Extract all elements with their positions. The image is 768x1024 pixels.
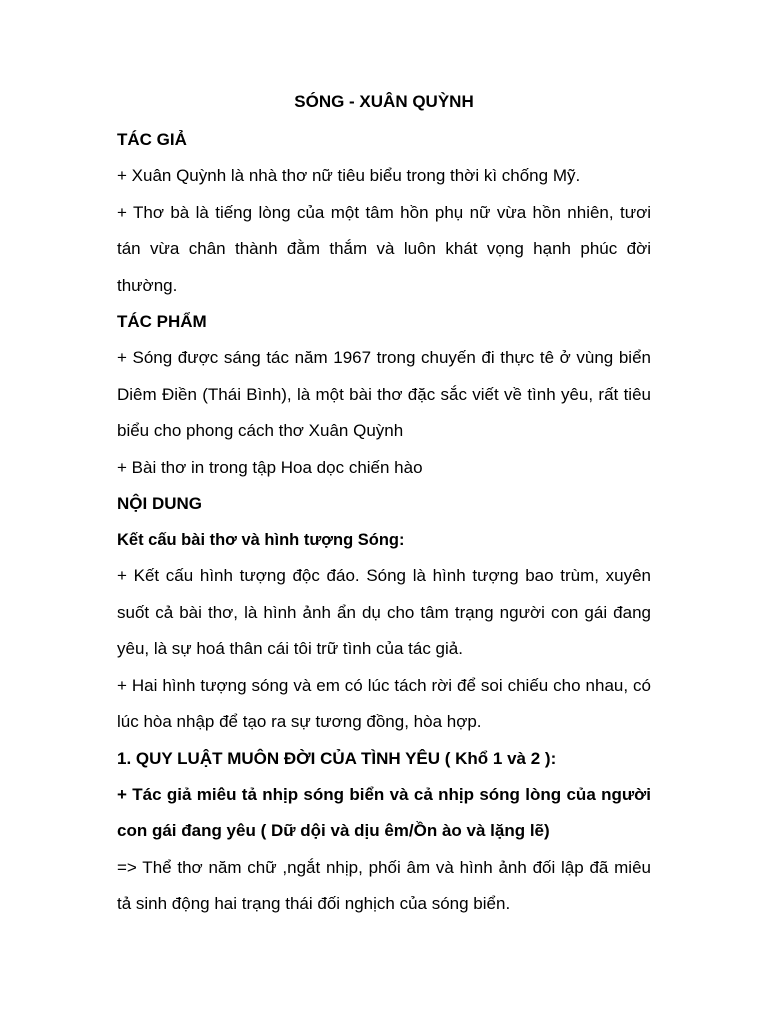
paragraph-tac-gia-2: + Thơ bà là tiếng lòng của một tâm hồn phụ nữ vừa hồn nhiên, tươi tán vừa chân thành đằm thắm và luôn khát vọng hạnh phúc đời thường.	[117, 202, 651, 295]
paragraph-tac-pham-1: + Sóng được sáng tác năm 1967 trong chuyến đi thực tê ở vùng biển Diêm Điền (Thái Bình), là một bài thơ đặc sắc viết về tình yêu, rất tiêu biểu cho phong cách thơ Xuân Quỳnh	[117, 348, 651, 440]
heading-tac-gia: TÁC GIẢ	[117, 130, 187, 149]
subheading-ket-cau: Kết cấu bài thơ và hình tượng Sóng:	[117, 531, 405, 549]
paragraph-noi-dung-2: + Hai hình tượng sóng và em có lúc tách rời để soi chiếu cho nhau, có lúc hòa nhập để tạo ra sự tương đồng, hòa hợp.	[117, 675, 651, 731]
heading-noi-dung: NỘI DUNG	[117, 494, 202, 513]
paragraph-quy-luat-2: => Thể thơ năm chữ ,ngắt nhịp, phối âm và hình ảnh đối lập đã miêu tả sinh động hai trạng thái đối nghịch của sóng biển.	[117, 857, 651, 913]
paragraph-quy-luat-1: + Tác giả miêu tả nhịp sóng biển và cả nhịp sóng lòng của người con gái đang yêu ( Dữ dội và dịu êm/Ồn ào và lặng lẽ)	[117, 784, 651, 840]
heading-tac-pham: TÁC PHẨM	[117, 312, 207, 331]
document-title: SÓNG - XUÂN QUỲNH	[294, 92, 474, 111]
paragraph-tac-gia-1: + Xuân Quỳnh là nhà thơ nữ tiêu biểu trong thời kì chống Mỹ.	[117, 166, 581, 185]
paragraph-tac-pham-2: + Bài thơ in trong tập Hoa dọc chiến hào	[117, 457, 423, 477]
document-page	[117, 84, 651, 923]
heading-quy-luat: 1. QUY LUẬT MUÔN ĐỜI CỦA TÌNH YÊU ( Khổ 1 và 2 ):	[117, 748, 557, 768]
paragraph-noi-dung-1: + Kết cấu hình tượng độc đáo. Sóng là hình tượng bao trùm, xuyên suốt cả bài thơ, là hình ảnh ẩn dụ cho tâm trạng người con gái đang yêu, là sự hoá thân cái tôi trữ tình của tác giả.	[117, 566, 651, 658]
